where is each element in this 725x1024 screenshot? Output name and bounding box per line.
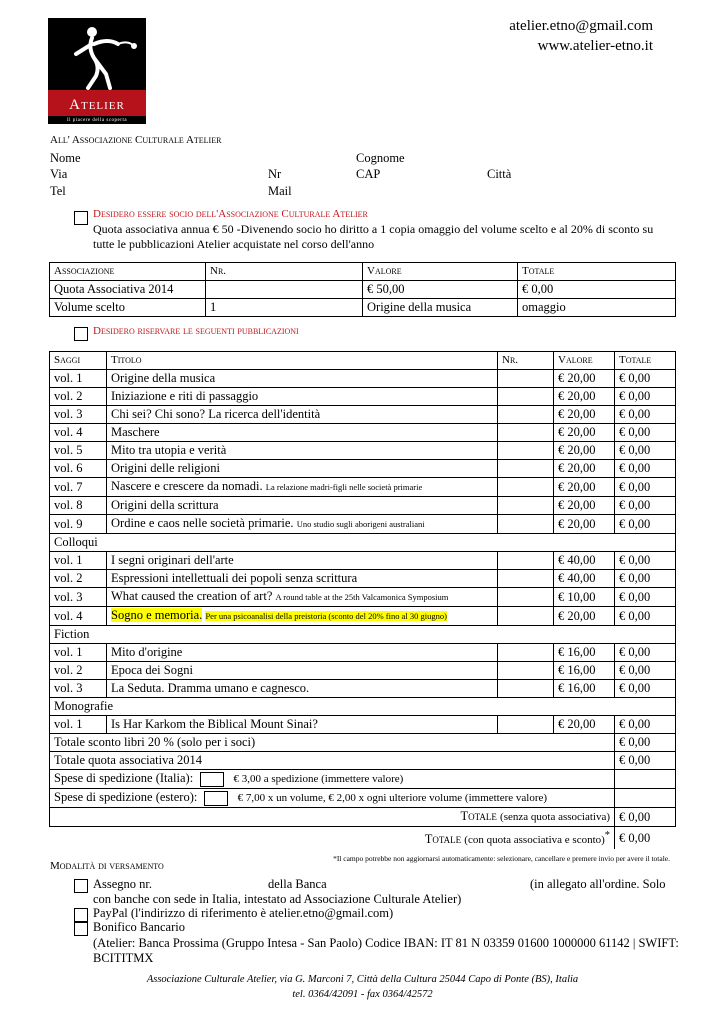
field-nome[interactable]: Nome [50,151,81,165]
valore-cell: € 16,00 [554,662,615,680]
bonifico-label: Bonifico Bancario [93,920,185,934]
sped-estero-total [615,789,676,808]
field-via[interactable]: Via [50,167,68,181]
totale-cell: € 0,00 [615,662,676,680]
title-text: Origini delle religioni [111,461,221,475]
contact-block [509,16,653,56]
field-cap[interactable]: CAP [356,167,381,181]
valore-cell: € 20,00 [554,478,615,497]
valore-cell: € 20,00 [554,370,615,388]
bonifico-line3: BCITITMX [93,951,154,965]
contact-email[interactable]: atelier.etno@gmail.com [509,18,653,34]
table-row [50,478,676,497]
title-cell [107,716,498,734]
title-text: Chi sei? Chi sono? La ricerca dell'identità [111,407,321,421]
logo-tagline: Il piacere della scoperta [66,118,128,123]
sped-italia-total [615,770,676,789]
assegno-label: Assegno nr. [93,877,153,891]
title-text: La Seduta. Dramma umano e cagnesco. [111,681,310,695]
totals-row-sped-italia [50,770,676,789]
association-table [49,262,676,317]
membership-label: Desidero essere socio dell'Associazione Culturale Atelier [93,208,368,220]
sped-estero-label: Spese di spedizione (estero): [54,790,198,804]
cell-quota: Quota Associativa 2014 [50,281,206,299]
table-row [50,299,676,317]
title-cell [107,442,498,460]
valore-cell: € 10,00 [554,588,615,607]
col-header-titolo: Titolo [107,352,498,370]
logo-wordmark: Atelier [69,97,125,113]
totale-cell: € 0,00 [615,644,676,662]
dancer-figure-icon [48,18,146,98]
totale-cell: € 0,00 [615,607,676,626]
vol-cell: vol. 2 [50,388,107,406]
totale-cell: € 0,00 [615,442,676,460]
field-nr[interactable]: Nr [268,167,282,181]
nr-input[interactable] [498,406,554,424]
valore-cell: € 16,00 [554,644,615,662]
nr-input[interactable] [498,515,554,534]
title-text: Origine della musica [111,371,216,385]
sped-italia-label: Spese di spedizione (Italia): [54,771,194,785]
title-cell [107,662,498,680]
nr-input[interactable] [498,662,554,680]
title-cell [107,497,498,515]
totale-cell: € 0,00 [615,588,676,607]
totals-row-senza [50,808,676,827]
sped-estero-desc: € 7,00 x un volume, € 2,00 x ogni ulteriore volume (immettere valore) [237,792,548,804]
title-cell [107,370,498,388]
totale-cell: € 0,00 [615,460,676,478]
title-text: Nascere e crescere da nomadi. [111,479,263,493]
vol-cell: vol. 6 [50,460,107,478]
section-row [50,698,676,716]
title-cell [107,552,498,570]
title-cell [107,644,498,662]
sped-italia-cell [50,770,615,789]
vol-cell: vol. 9 [50,515,107,534]
totale-cell: € 0,00 [615,424,676,442]
vol-cell: vol. 1 [50,716,107,734]
reserve-checkbox[interactable] [74,327,88,341]
table-row [50,460,676,478]
title-text: Is Har Karkom the Biblical Mount Sinai? [111,717,318,731]
section-row [50,626,676,644]
sconto-value: € 0,00 [615,734,676,752]
footer-phone: tel. 0364/42091 - fax 0364/42572 [292,989,433,1000]
cell-volume-scelto: Volume scelto [50,299,206,317]
table-row [50,281,676,299]
tot-senza-paren: (senza quota associativa) [500,811,610,823]
della-banca-label: della Banca [268,877,327,891]
valore-cell: € 20,00 [554,424,615,442]
title-text: Iniziazione e riti di passaggio [111,389,259,403]
title-text: What caused the creation of art? [111,589,273,603]
cell-quota-valore: € 50,00 [363,281,518,299]
cell-volume-select[interactable]: Origine della musica [363,299,518,317]
nr-input[interactable] [498,388,554,406]
cell-volume-nr-input[interactable]: 1 [206,299,363,317]
tot-con-cell [50,827,615,850]
nr-input[interactable] [498,478,554,497]
nr-input[interactable] [498,680,554,698]
title-cell [107,424,498,442]
title-note: La relazione madri-figli nelle società primarie [265,482,423,492]
publications-table [49,351,676,849]
sped-estero-input[interactable] [204,791,228,806]
totale-cell: € 0,00 [615,497,676,515]
title-text: Epoca dei Sogni [111,663,193,677]
title-cell [107,406,498,424]
table-row [50,680,676,698]
section-label: Colloqui [50,534,676,552]
nr-input[interactable] [498,607,554,626]
tot-con-label: Totale [424,832,462,847]
totale-cell: € 0,00 [615,716,676,734]
footnote: *Il campo potrebbe non aggiornarsi automaticamente: selezionare, cancellare e premere invio per avere il totale. [333,854,670,863]
title-text: Origini della scrittura [111,498,219,512]
membership-checkbox[interactable] [74,211,88,225]
vol-cell: vol. 3 [50,588,107,607]
title-text: I segni originari dell'arte [111,553,234,567]
tot-senza-label: Totale [460,809,497,823]
vol-cell: vol. 2 [50,662,107,680]
nr-input[interactable] [498,424,554,442]
valore-cell: € 20,00 [554,716,615,734]
nr-input[interactable] [498,552,554,570]
vol-cell: vol. 4 [50,424,107,442]
table-row [50,570,676,588]
sconto-label: Totale sconto libri 20 % (solo per i soci) [50,734,615,752]
table-row [50,588,676,607]
col-header-valore: Valore [363,263,518,281]
valore-cell: € 16,00 [554,680,615,698]
table-row [50,662,676,680]
field-citta[interactable]: Città [487,167,512,181]
title-text: Espressioni intellettuali dei popoli senza scrittura [111,571,358,585]
valore-cell: € 20,00 [554,388,615,406]
title-cell [107,515,498,534]
field-mail[interactable]: Mail [268,184,292,198]
table-row [50,716,676,734]
contact-website[interactable]: www.atelier-etno.it [537,38,653,54]
tot-con-paren: (con quota associativa e sconto) [464,834,605,847]
atelier-logo [48,18,146,124]
totale-cell: € 0,00 [615,570,676,588]
vol-cell: vol. 1 [50,552,107,570]
vol-cell: vol. 3 [50,680,107,698]
totals-row-quota [50,752,676,770]
valore-cell: € 20,00 [554,497,615,515]
association-header-row [50,263,676,281]
cell-quota-totale: € 0,00 [518,281,676,299]
totale-cell: € 0,00 [615,478,676,497]
table-row [50,424,676,442]
title-text: Maschere [111,425,160,439]
totals-row-con [50,827,676,850]
sped-estero-cell [50,789,615,808]
table-row [50,442,676,460]
membership-desc-1: Quota associativa annua € 50 -Divenendo socio ho diritto a 1 copia omaggio del volume scelto e al 20% di sconto su [93,222,654,236]
valore-cell: € 20,00 [554,442,615,460]
title-cell [107,460,498,478]
col-header-valore: Valore [554,352,615,370]
title-text: Mito tra utopia e verità [111,443,227,457]
vol-cell: vol. 1 [50,644,107,662]
table-row [50,370,676,388]
vol-cell: vol. 8 [50,497,107,515]
section-row [50,534,676,552]
tot-senza-cell [50,808,615,827]
title-cell [107,680,498,698]
title-text: Mito d'origine [111,645,183,659]
table-row [50,515,676,534]
vol-cell: vol. 4 [50,607,107,626]
totale-cell: € 0,00 [615,388,676,406]
vol-cell: vol. 1 [50,370,107,388]
col-header-nr: Nr. [498,352,554,370]
footer-address: Associazione Culturale Atelier, via G. Marconi 7, Città della Cultura 25044 Capo di Ponte (BS), Italia [146,974,579,985]
sped-italia-input[interactable] [200,772,224,787]
assegno-checkbox[interactable] [74,879,88,893]
publications-body [50,352,676,734]
bonifico-line2: (Atelier: Banca Prossima (Gruppo Intesa - San Paolo) Codice IBAN: IT 81 N 03359 01600 1000000 61142 | SWIFT: [93,936,679,950]
totale-cell: € 0,00 [615,680,676,698]
vol-cell: vol. 3 [50,406,107,424]
nr-input[interactable] [498,644,554,662]
nr-input[interactable] [498,570,554,588]
field-tel[interactable]: Tel [50,184,66,198]
col-header-saggi: Saggi [50,352,107,370]
valore-cell: € 20,00 [554,460,615,478]
nr-input[interactable] [498,370,554,388]
nr-input[interactable] [498,716,554,734]
tot-senza-value: € 0,00 [615,808,676,827]
col-header-associazione: Associazione [50,263,206,281]
section-label: Monografie [50,698,676,716]
payment-title: Modalità di versamento [50,860,164,872]
paypal-label: PayPal (l'indirizzo di riferimento è atelier.etno@gmail.com) [93,906,394,920]
title-cell [107,607,498,626]
assegno-line2: con banche con sede in Italia, intestato ad Associazione Culturale Atelier) [93,892,462,906]
table-row [50,552,676,570]
col-header-totale: Totale [518,263,676,281]
valore-cell: € 20,00 [554,515,615,534]
vol-cell: vol. 7 [50,478,107,497]
title-note: Per una psicoanalisi della preistoria (sconto del 20% fino al 30 giugno) [205,611,447,621]
assegno-allegato: (in allegato all'ordine. Solo [530,877,666,891]
nr-input[interactable] [498,460,554,478]
cell-quota-nr-input[interactable] [206,281,363,299]
table-row [50,406,676,424]
reserve-label: Desidero riservare le seguenti pubblicazioni [93,325,299,337]
valore-cell: € 40,00 [554,570,615,588]
recipient-heading: All' Associazione Culturale Atelier [50,134,222,146]
title-cell [107,388,498,406]
totale-cell: € 0,00 [615,515,676,534]
cell-volume-omaggio: omaggio [518,299,676,317]
quota-value: € 0,00 [615,752,676,770]
totals-row-sped-estero [50,789,676,808]
title-note: Uno studio sugli aborigeni australiani [296,519,425,529]
sped-italia-desc: € 3,00 a spedizione (immettere valore) [233,773,404,785]
membership-desc-2: tutte le pubblicazioni Atelier acquistate nel corso dell'anno [93,237,375,251]
field-cognome[interactable]: Cognome [356,151,405,165]
table-row [50,497,676,515]
section-label: Fiction [50,626,676,644]
nr-input[interactable] [498,497,554,515]
totale-cell: € 0,00 [615,370,676,388]
table-row [50,388,676,406]
table-row [50,607,676,626]
col-header-nr: Nr. [206,263,363,281]
table-row [50,644,676,662]
valore-cell: € 40,00 [554,552,615,570]
valore-cell: € 20,00 [554,406,615,424]
totale-cell: € 0,00 [615,552,676,570]
bonifico-checkbox[interactable] [74,922,88,936]
title-cell [107,588,498,607]
vol-cell: vol. 5 [50,442,107,460]
paypal-checkbox[interactable] [74,908,88,922]
quota-label: Totale quota associativa 2014 [50,752,615,770]
totals-body [50,734,676,850]
title-cell [107,478,498,497]
tot-con-asterisk: * [604,830,610,841]
nr-input[interactable] [498,442,554,460]
title-text: Ordine e caos nelle società primarie. [111,516,294,530]
publications-header-row [50,352,676,370]
title-text: Sogno e memoria. [111,608,203,622]
title-note: A round table at the 25th Valcamonica Symposium [275,592,449,602]
valore-cell: € 20,00 [554,607,615,626]
nr-input[interactable] [498,588,554,607]
title-cell [107,570,498,588]
totals-row-sconto [50,734,676,752]
vol-cell: vol. 2 [50,570,107,588]
col-header-totale: Totale [615,352,676,370]
tot-con-value: € 0,00 [615,827,676,850]
totale-cell: € 0,00 [615,406,676,424]
